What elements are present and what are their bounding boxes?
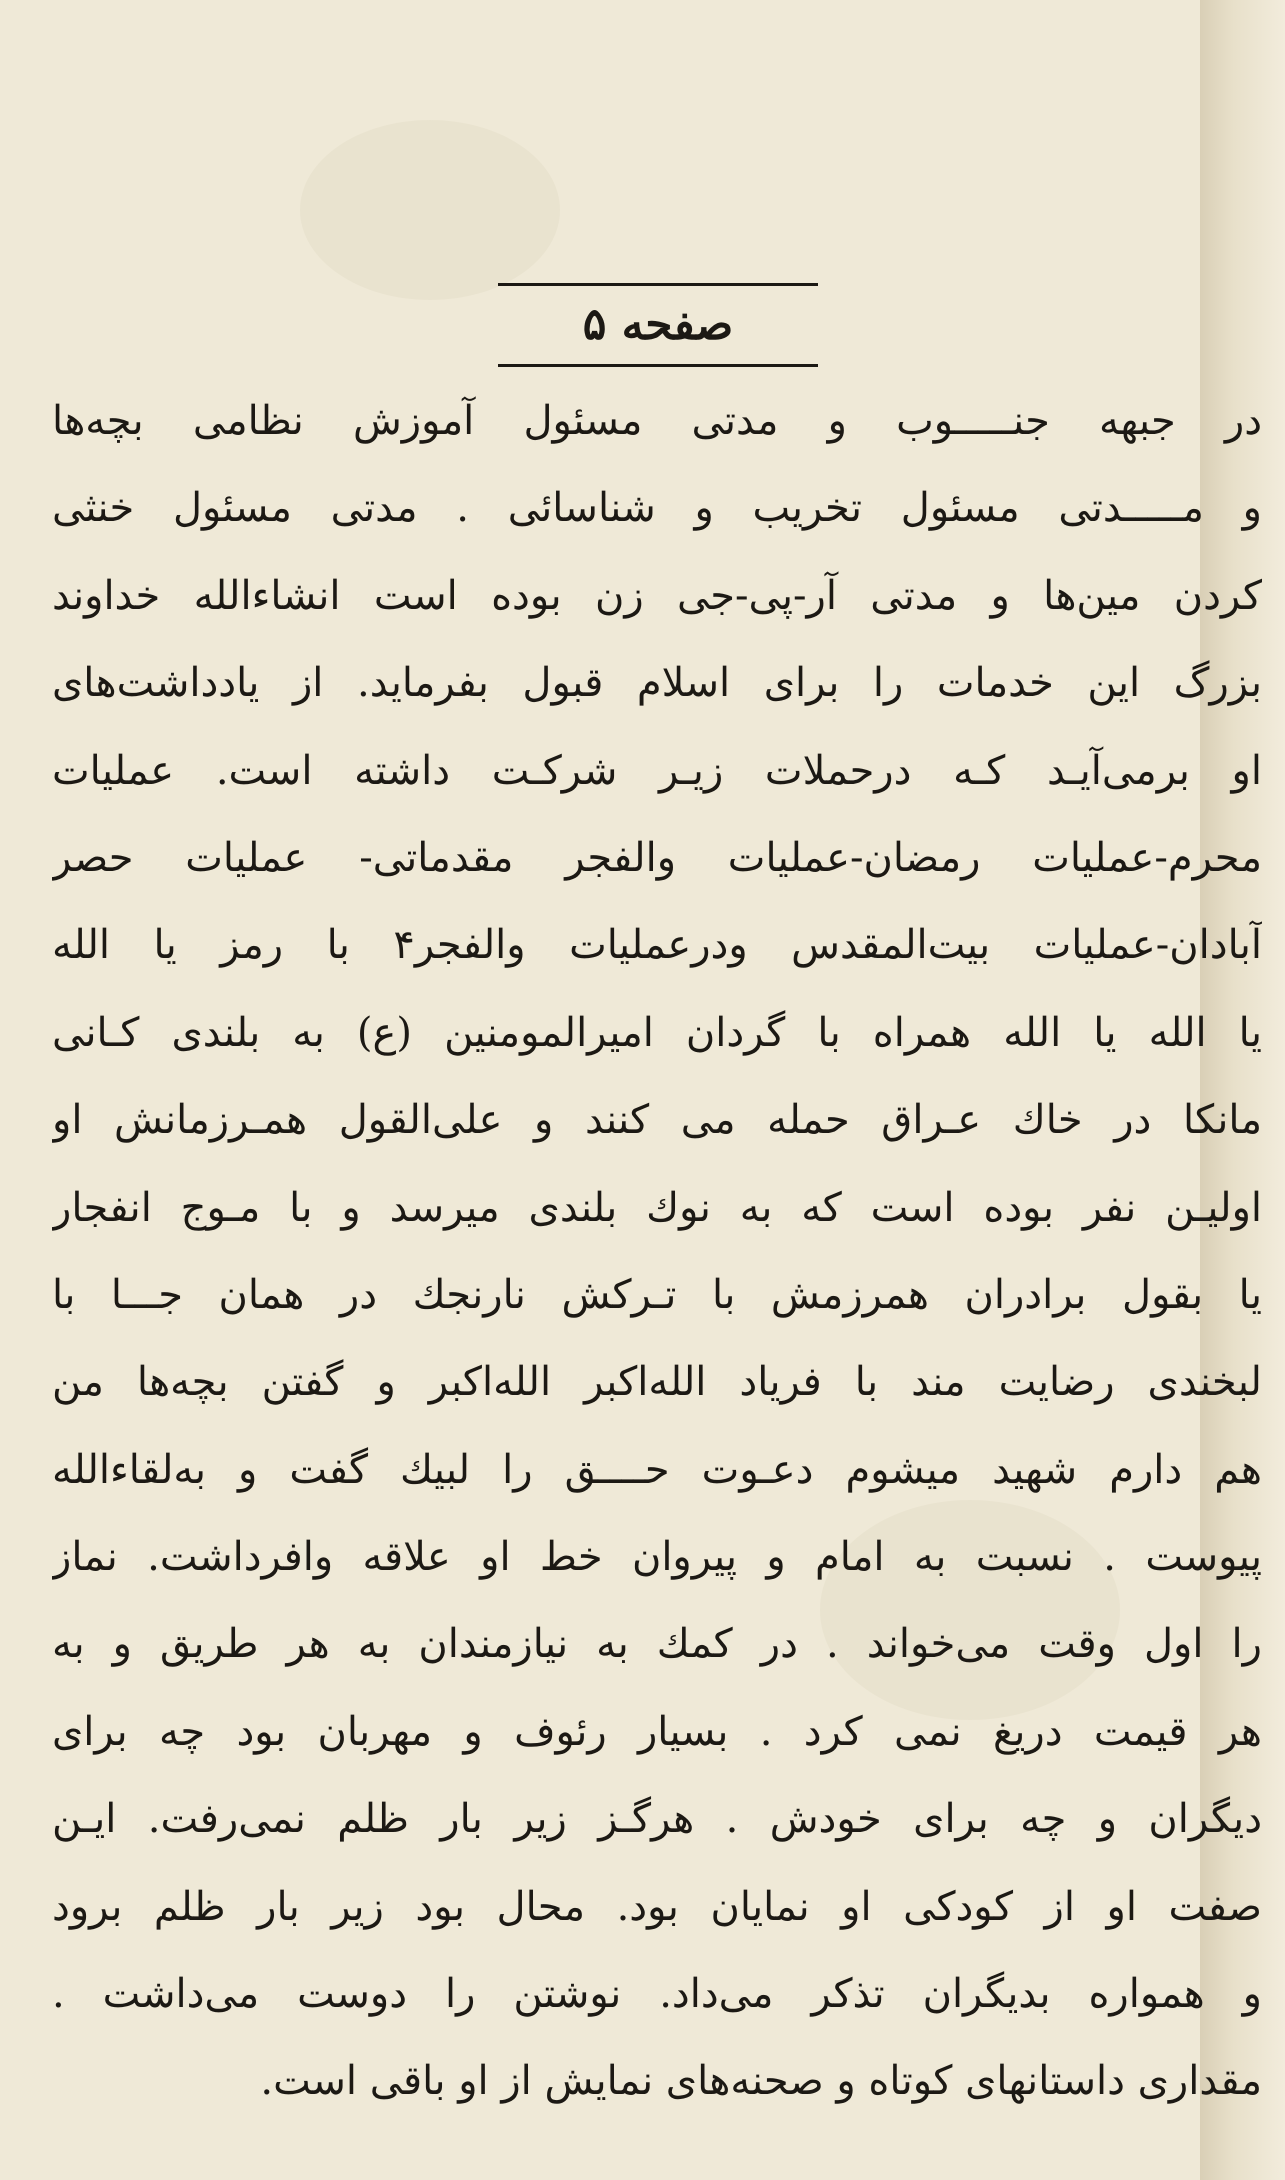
text-line: هم دارم شهید میشوم دعـوت حــــق را لبیك گفت و به‌لقاءالله — [52, 1446, 1262, 1493]
text-line: کردن مین‌ها و مدتی آر-پی-جی زن بوده است انشاءالله خداوند — [52, 572, 1262, 619]
text-line: و همواره بدیگران تذکر می‌داد. نوشتن را دوست می‌داشت . — [52, 1971, 1262, 2018]
text-line: محرم-عملیات رمضان-عملیات والفجر مقدماتی- عملیات حصر — [52, 834, 1262, 881]
paper-stain — [300, 120, 560, 300]
text-line: بزرگ این خدمات را برای اسلام قبول بفرماید. از یادداشت‌های — [52, 660, 1262, 707]
text-line: مقداری داستانهای کوتاه و صحنه‌های نمایش از او باقی است. — [260, 2058, 1262, 2105]
text-line: هر قیمت دریغ نمی کرد . بسیار رئوف و مهربان بود چه برای — [52, 1708, 1262, 1755]
text-line: پیوست . نسبت به امام و پیروان خط او علاقه وافرداشت. نماز — [52, 1534, 1262, 1581]
text-line: را اول وقت می‌خواند . در کمك به نیازمندان به هر طریق و به — [52, 1621, 1262, 1668]
header-bottom-rule — [498, 364, 818, 367]
page-number-heading: صفحه ۵ — [582, 299, 734, 350]
page-header — [498, 283, 818, 367]
text-line: اولیـن نفر بوده است که به نوك بلندی میرسد و با مـوج انفجار — [52, 1184, 1262, 1231]
text-line: یا بقول برادران همرزمش با تـرکش نارنجك در همان جـــا با — [52, 1271, 1262, 1318]
body-paragraph — [52, 378, 1262, 2126]
text-line: و مـــــدتی مسئول تخریب و شناسائی . مدتی مسئول خنثی — [52, 485, 1262, 532]
text-line: او برمی‌آیـد کـه درحملات زیـر شرکـت داشته است. عملیات — [52, 747, 1262, 794]
text-line: یا الله یا الله همراه با گردان امیرالمومنین (ع) به بلندی کـانی — [52, 1009, 1262, 1056]
text-line: مانکا در خاك عـراق حمله می کنند و علی‌القول همـرزمانش او — [52, 1097, 1262, 1144]
text-line: دیگران و چه برای خودش . هرگـز زیر بار ظلم نمی‌رفت. ایـن — [52, 1796, 1262, 1843]
text-line: صفت او از کودکی او نمایان بود. محال بود زیر بار ظلم برود — [52, 1883, 1262, 1930]
text-line: لبخندی رضایت مند با فریاد الله‌اکبر الله‌اکبر و گفتن بچه‌ها من — [52, 1359, 1262, 1406]
text-line: آبادان-عملیات بیت‌المقدس ودرعملیات والفجر۴ با رمز یا الله — [52, 922, 1262, 969]
text-line: در جبهه جنـــــوب و مدتی مسئول آموزش نظامی بچه‌ها — [52, 398, 1262, 444]
